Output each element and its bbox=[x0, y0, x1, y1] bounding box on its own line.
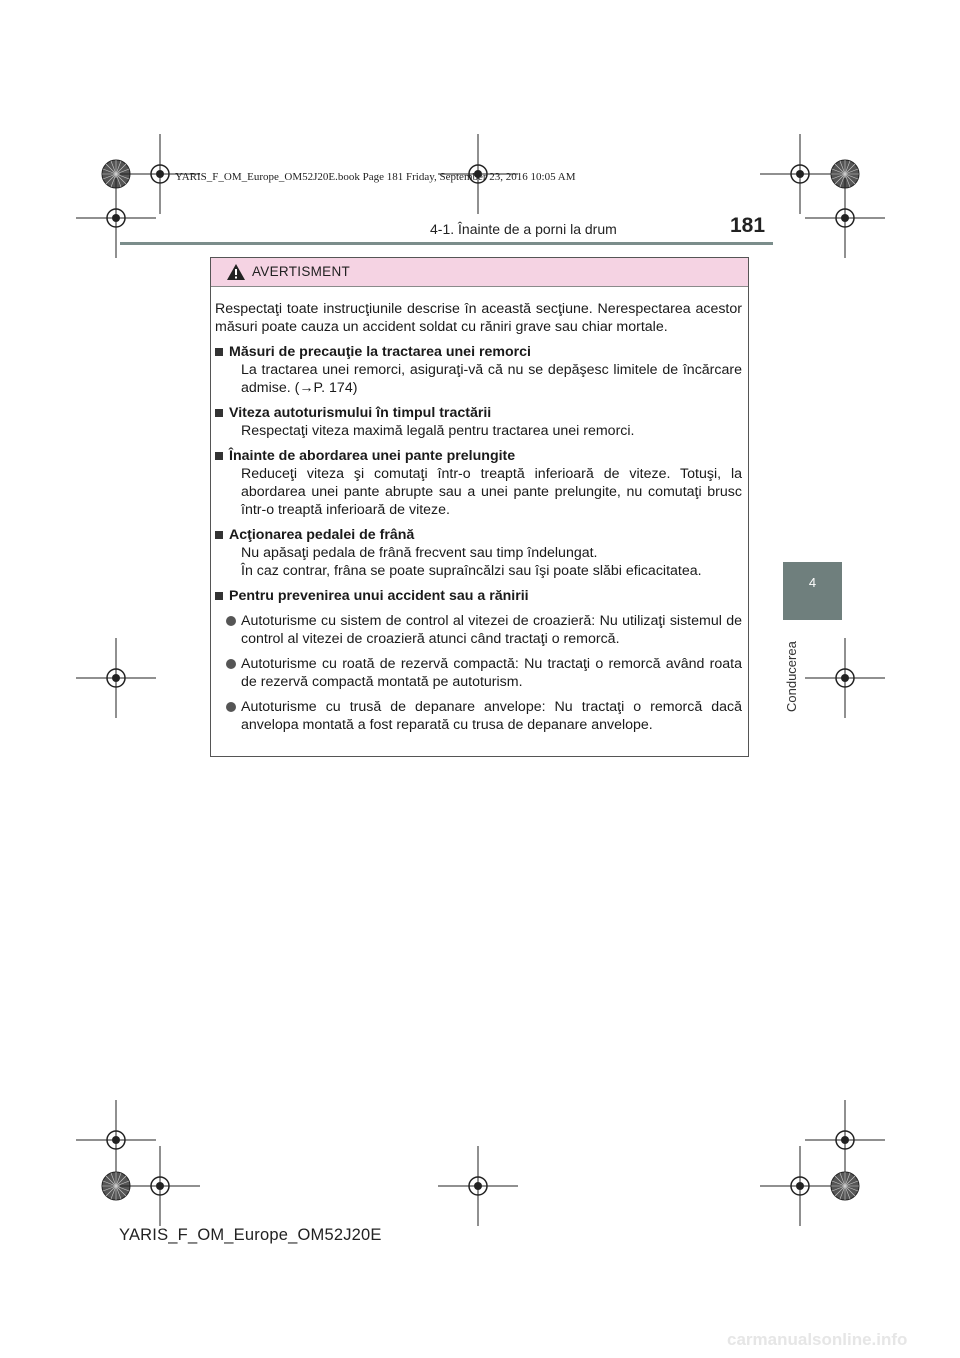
section-heading: Înainte de abordarea unei pante prelungite bbox=[215, 447, 742, 465]
chapter-number: 4 bbox=[808, 575, 817, 590]
list-item: Autoturisme cu roată de rezervă compactă: Nu tractaţi o remorcă având roata de rezervă compactă montată pe autoturism. bbox=[215, 655, 742, 691]
chapter-tab bbox=[783, 562, 842, 620]
registration-cross-icon bbox=[760, 134, 840, 214]
registration-cross-icon bbox=[76, 178, 156, 258]
square-bullet-icon bbox=[215, 531, 223, 539]
registration-cross-icon bbox=[805, 638, 885, 718]
section-heading: Pentru prevenirea unui accident sau a rănirii bbox=[215, 587, 742, 605]
warning-title: AVERTISMENT bbox=[252, 264, 351, 279]
square-bullet-icon bbox=[215, 452, 223, 460]
list-item: Autoturisme cu sistem de control al vitezei de croazieră: Nu utilizaţi sistemul de control al vitezei de croazieră atunci când tractaţi o remorcă. bbox=[215, 612, 742, 648]
chapter-name bbox=[782, 630, 802, 720]
footer-doc-id: YARIS_F_OM_Europe_OM52J20E bbox=[119, 1226, 382, 1244]
registration-cross-icon bbox=[120, 1146, 200, 1226]
round-bullet-icon bbox=[226, 659, 236, 669]
section-title: 4-1. Înainte de a porni la drum bbox=[430, 221, 617, 237]
registration-burst-icon bbox=[831, 1172, 859, 1200]
round-bullet-icon bbox=[226, 616, 236, 626]
registration-cross-icon bbox=[438, 1146, 518, 1226]
warning-intro: Respectaţi toate instrucţiunile descrise în această secţiune. Nerespectarea acestor măsuri poate cauza un accident soldat cu răniri grave sau chiar mortale. bbox=[215, 301, 742, 335]
print-info: YARIS_F_OM_Europe_OM52J20E.book Page 181 Friday, September 23, 2016 10:05 AM bbox=[175, 171, 576, 183]
registration-cross-icon bbox=[760, 1146, 840, 1226]
section-heading: Acţionarea pedalei de frână bbox=[215, 526, 742, 544]
section-text: Reduceţi viteza şi comutaţi într-o treaptă inferioară de viteze. Totuşi, la abordarea unei pante abrupte sau a unei pante prelungite, nu comutaţi brusc într-o treaptă inferioară de viteze. bbox=[241, 466, 742, 518]
header-rule bbox=[120, 242, 773, 245]
square-bullet-icon bbox=[215, 348, 223, 356]
section-heading: Viteza autoturismului în timpul tractării bbox=[215, 404, 742, 422]
registration-cross-icon bbox=[76, 638, 156, 718]
registration-cross-icon bbox=[805, 1100, 885, 1180]
section-text: În caz contrar, frâna se poate supraîncălzi sau îşi poate slăbi eficacitatea. bbox=[241, 563, 702, 579]
section-heading: Măsuri de precauţie la tractarea unei remorci bbox=[215, 343, 742, 361]
round-bullet-icon bbox=[226, 702, 236, 712]
list-item: Autoturisme cu trusă de depanare anvelope: Nu tractaţi o remorcă dacă anvelopa montată a fost reparată cu trusa de depanare anvelope. bbox=[215, 698, 742, 734]
section-text: La tractarea unei remorci, asiguraţi-vă că nu se depăşesc limitele de încărcare admise. (→P. 174) bbox=[241, 362, 742, 396]
warning-content bbox=[215, 300, 742, 734]
watermark: carmanualsonline.info bbox=[727, 1330, 908, 1349]
square-bullet-icon bbox=[215, 409, 223, 417]
registration-cross-icon bbox=[805, 178, 885, 258]
page-number: 181 bbox=[730, 214, 766, 237]
section-text: Respectaţi viteza maximă legală pentru tractarea unei remorci. bbox=[241, 423, 635, 439]
square-bullet-icon bbox=[215, 592, 223, 600]
section-text: Nu apăsaţi pedala de frână frecvent sau timp îndelungat. bbox=[241, 545, 598, 561]
warning-triangle-icon bbox=[226, 263, 246, 281]
registration-cross-icon bbox=[76, 1100, 156, 1180]
chapter-name-label: Conducerea bbox=[784, 641, 799, 712]
